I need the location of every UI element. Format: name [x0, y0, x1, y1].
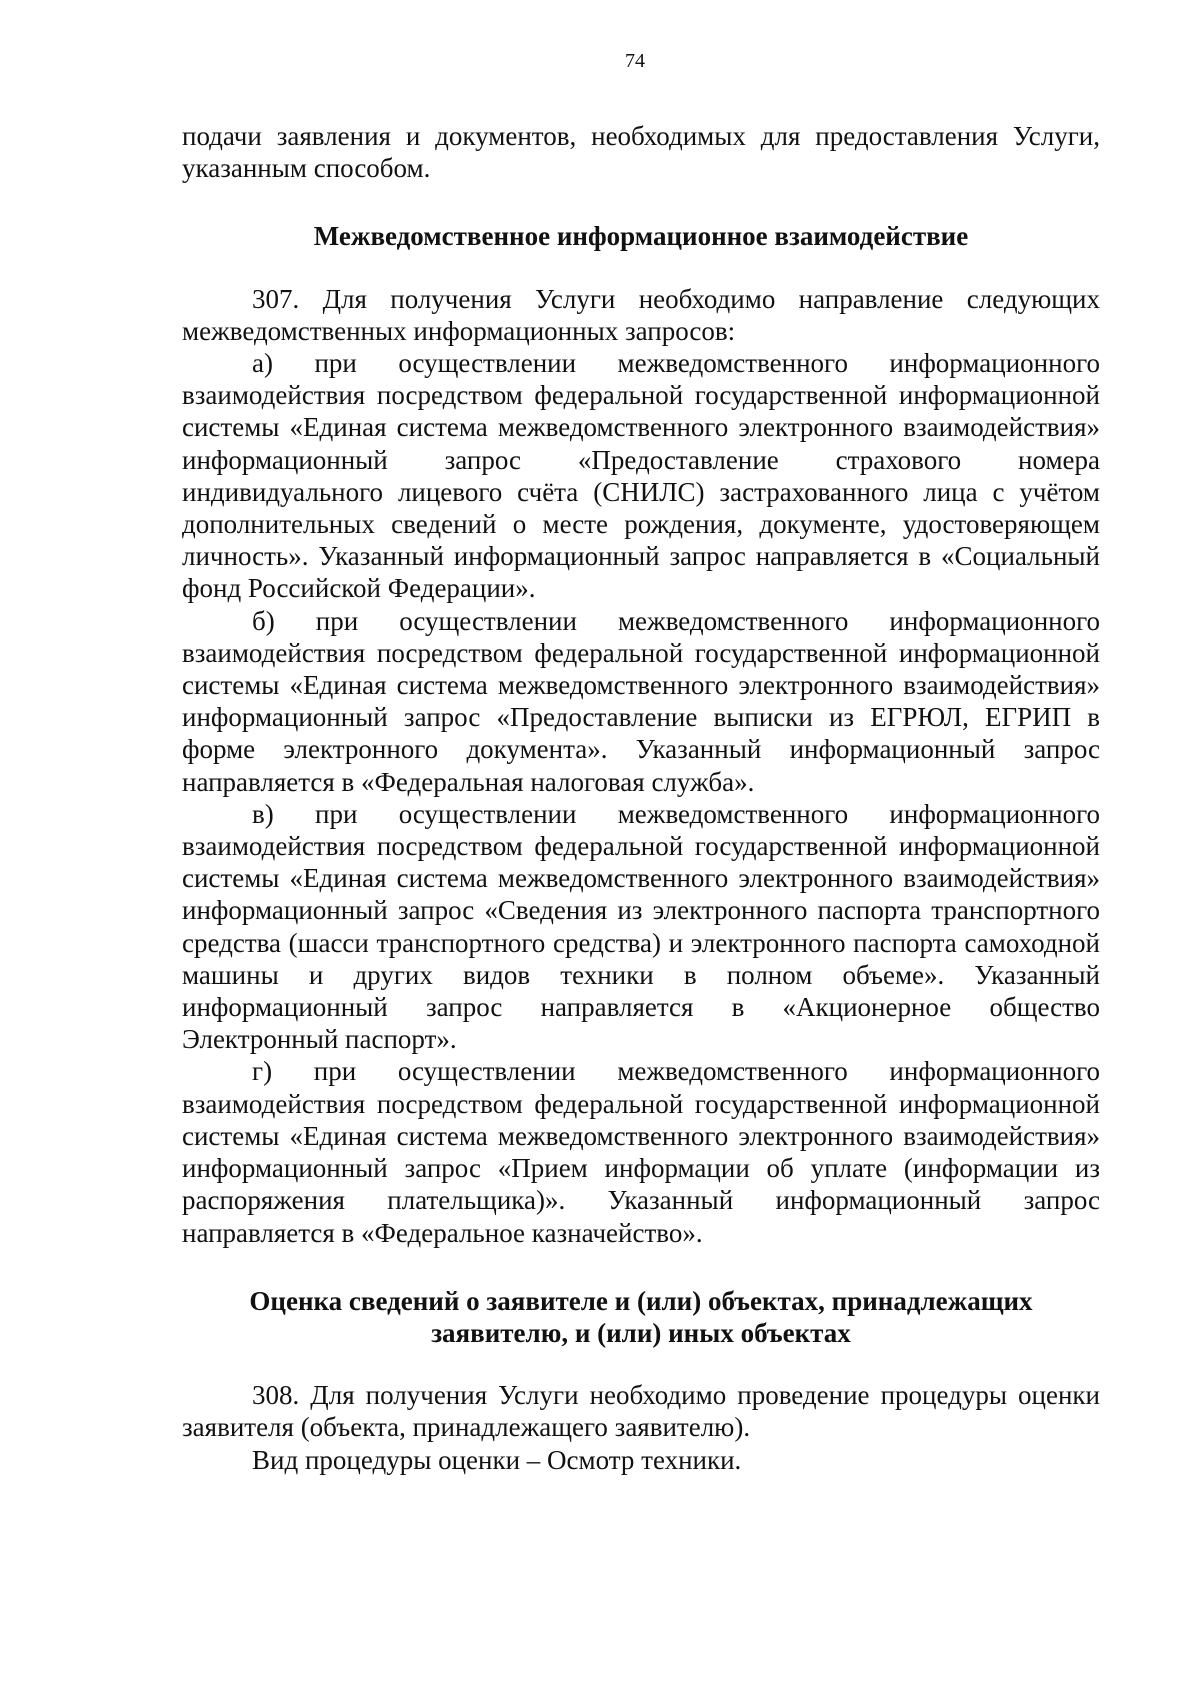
section-heading-interagency: Межведомственное информационное взаимодействие: [313, 221, 969, 252]
paragraph-308: 308. Для получения Услуги необходимо проведение процедуры оценки заявителя (объекта, принадлежащего заявителю).: [182, 1380, 1100, 1443]
list-item-a: а) при осуществлении межведомственного информационного взаимодействия посредством федеральной государственной информационной системы «Единая система межведомственного электронного взаимодействия» информационный запрос «Предоставление страхового номера индивидуального лицевого счёта (СНИЛС) застрахованного лица с учётом дополнительных сведений о месте рождения, документе, удостоверяющем личность». Указанный информационный запрос направляется в «Социальный фонд Российской Федерации».: [182, 348, 1100, 604]
list-item-v: в) при осуществлении межведомственного информационного взаимодействия посредством федеральной государственной информационной системы «Единая система межведомственного электронного взаимодействия» информационный запрос «Сведения из электронного паспорта транспортного средства (шасси транспортного средства) и электронного паспорта самоходной машины и других видов техники в полном объеме». Указанный информационный запрос направляется в «Акционерное общество Электронный паспорт».: [182, 798, 1100, 1055]
list-item-g: г) при осуществлении межведомственного информационного взаимодействия посредством федеральной государственной информационной системы «Единая система межведомственного электронного взаимодействия» информационный запрос «Прием информации об уплате (информации из распоряжения плательщика)». Указанный информационный запрос направляется в «Федеральное казначейство».: [182, 1056, 1100, 1248]
document-body: [182, 120, 1100, 1476]
page-number: 74: [625, 50, 645, 72]
list-item-b: б) при осуществлении межведомственного информационного взаимодействия посредством федеральной государственной информационной системы «Единая система межведомственного электронного взаимодействия» информационный запрос «Предоставление выписки из ЕГРЮЛ, ЕГРИП в форме электронного документа». Указанный информационный запрос направляется в «Федеральная налоговая служба».: [182, 605, 1100, 797]
section-heading-assessment-line-1: Оценка сведений о заявителе и (или) объектах, принадлежащих: [249, 1285, 1033, 1316]
paragraph-procedure-type: Вид процедуры оценки – Осмотр техники.: [252, 1444, 742, 1475]
section-heading-assessment: [182, 1285, 1100, 1349]
section-heading-assessment-line-2: заявителю, и (или) иных объектах: [431, 1317, 851, 1348]
paragraph-307: 307. Для получения Услуги необходимо направление следующих межведомственных информационных запросов:: [182, 283, 1100, 346]
intro-paragraph: подачи заявления и документов, необходимых для предоставления Услуги, указанным способом.: [182, 121, 1100, 184]
